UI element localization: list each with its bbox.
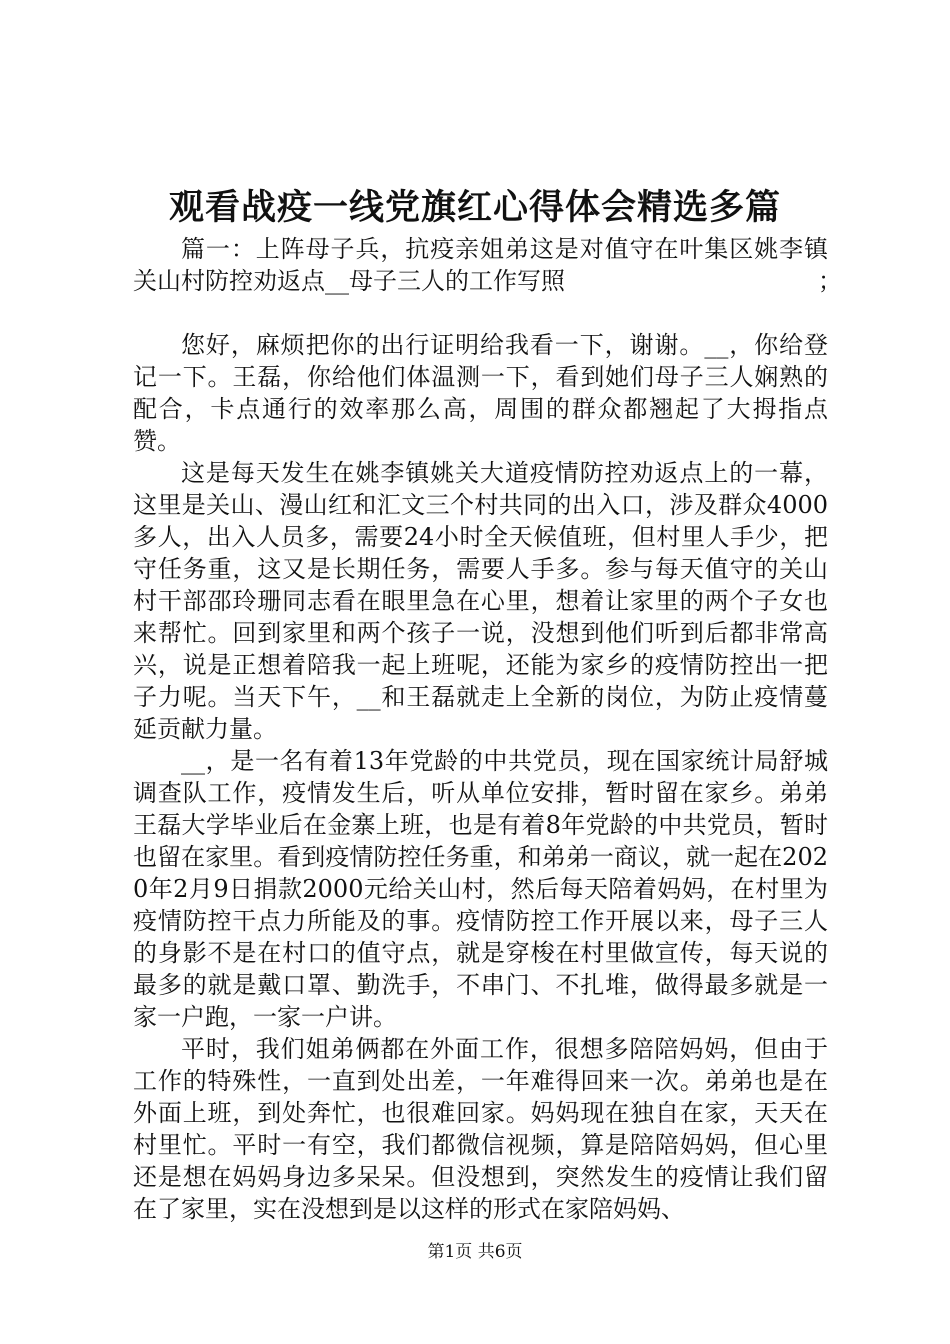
document-title: 观看战疫一线党旗红心得体会精选多篇: [168, 187, 781, 228]
intro-text: 篇一：上阵母子兵，抗疫亲姐弟这是对值守在叶集区姚李镇关山村防控劝返点__母子三人的工作写照: [133, 235, 828, 295]
page-footer: 第1页 共6页: [427, 1242, 523, 1262]
body-paragraph-3: __，是一名有着13年党龄的中共党员，现在国家统计局舒城调查队工作，疫情发生后，听从单位安排，暂时留在家乡。弟弟王磊大学毕业后在金寨上班，也是有着8年党龄的中共党员，暂时也留在家里。看到疫情防控任务重，和弟弟一商议，就一起在2020年2月9日捐款2000元给关山村，然后每天陪着妈妈，在村里为疫情防控干点力所能及的事。疫情防控工作开展以来，母子三人的身影不是在村口的值守点，就是穿梭在村里做宣传，每天说的最多的就是戴口罩、勤洗手，不串门、不扎堆，做得最多就是一家一户跑，一家一户讲。: [133, 747, 828, 1031]
intro-end-mark: ；: [818, 267, 842, 295]
body-paragraph-1: 您好，麻烦把你的出行证明给我看一下，谢谢。__，你给登记一下。王磊，你给他们体温测一下，看到她们母子三人娴熟的配合，卡点通行的效率那么高，周围的群众都翘起了大拇指点赞。: [133, 331, 828, 455]
paragraph-gap: [133, 297, 828, 329]
intro-paragraph: [133, 233, 842, 297]
body-paragraph-2: 这是每天发生在姚李镇姚关大道疫情防控劝返点上的一幕，这里是关山、漫山红和汇文三个村共同的出入口，涉及群众4000多人，出入人员多，需要24小时全天候值班，但村里人手少，把守任务重，这又是长期任务，需要人手多。参与每天值守的关山村干部邵玲珊同志看在眼里急在心里，想着让家里的两个子女也来帮忙。回到家里和两个孩子一说，没想到他们听到后都非常高兴，说是正想着陪我一起上班呢，还能为家乡的疫情防控出一把子力呢。当天下午，__和王磊就走上全新的岗位，为防止疫情蔓延贡献力量。: [133, 459, 828, 743]
document-body: [133, 233, 842, 1225]
body-paragraph-4: 平时，我们姐弟俩都在外面工作，很想多陪陪妈妈，但由于工作的特殊性，一直到处出差，一年难得回来一次。弟弟也是在外面上班，到处奔忙，也很难回家。妈妈现在独自在家，天天在村里忙。平时一有空，我们都微信视频，算是陪陪妈妈，但心里还是想在妈妈身边多呆呆。但没想到，突然发生的疫情让我们留在了家里，实在没想到是以这样的形式在家陪妈妈、: [133, 1035, 828, 1223]
